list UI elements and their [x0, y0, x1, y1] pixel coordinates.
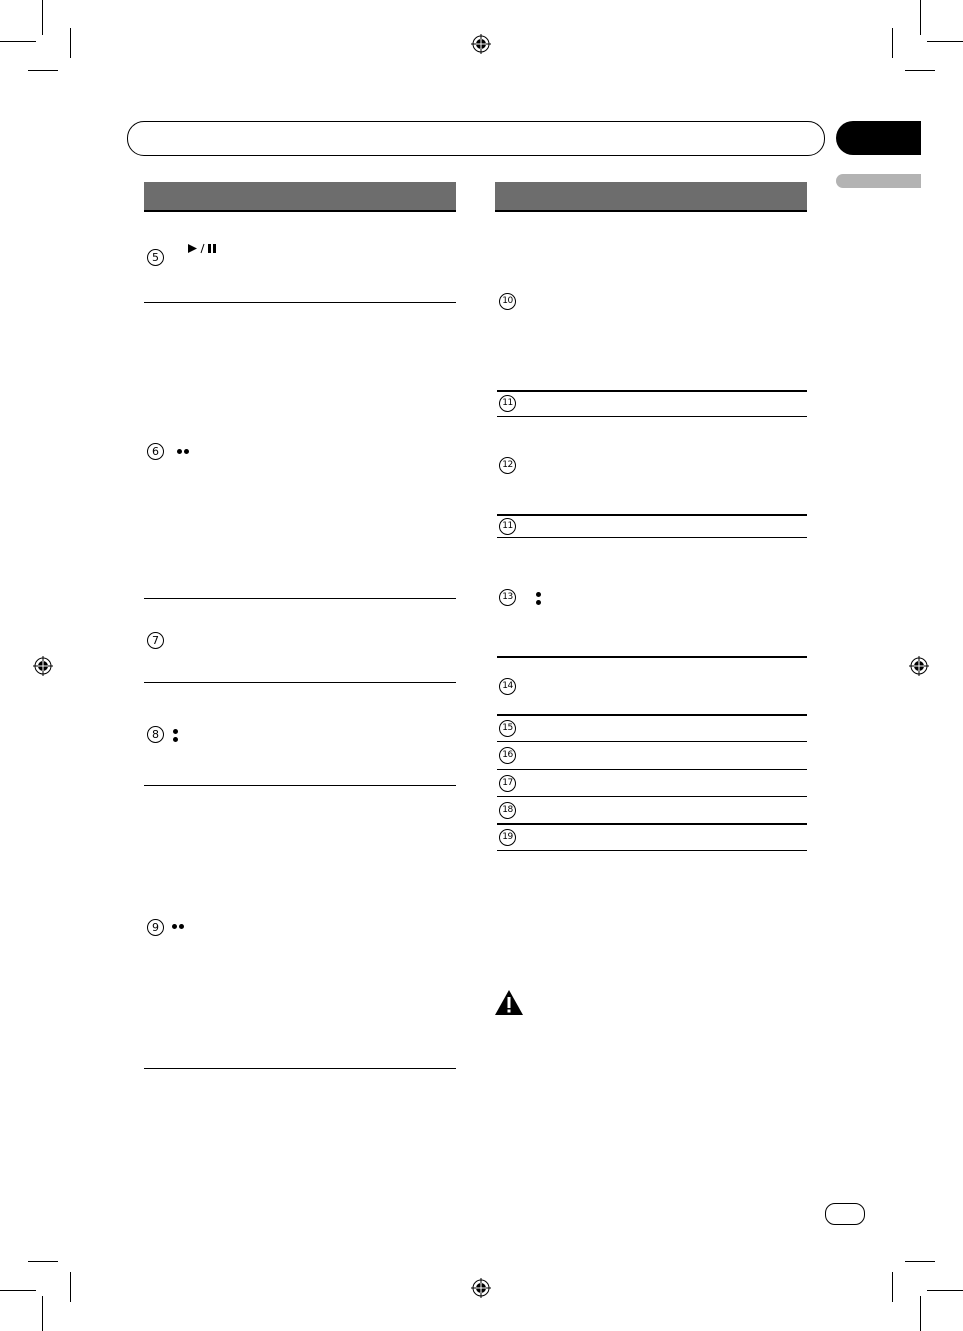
item-number: 13 — [499, 589, 516, 606]
row-divider — [497, 823, 807, 825]
left-column-header — [144, 182, 456, 212]
chapter-tab — [836, 121, 921, 155]
row-divider — [144, 598, 456, 599]
row-divider — [497, 850, 807, 851]
item-number: 9 — [147, 919, 164, 936]
registration-mark-icon — [909, 656, 929, 676]
row-divider — [497, 514, 807, 516]
item-number: 5 — [147, 249, 164, 266]
crop-mark-icon — [42, 1296, 43, 1331]
row-divider — [144, 785, 456, 786]
crop-mark-icon — [892, 28, 893, 58]
single-dot-icon — [536, 600, 541, 605]
crop-mark-icon — [927, 1290, 963, 1291]
page-badge — [825, 1203, 865, 1225]
item-number: 11 — [499, 395, 516, 412]
crop-mark-icon — [42, 0, 43, 35]
item-number: 14 — [499, 678, 516, 695]
crop-mark-icon — [892, 1272, 893, 1302]
title-bar — [127, 121, 825, 156]
row-divider — [497, 796, 807, 797]
crop-mark-icon — [920, 0, 921, 35]
item-number: 16 — [499, 747, 516, 764]
single-dot-icon — [173, 737, 178, 742]
item-number: 18 — [499, 802, 516, 819]
double-dot-icon — [177, 449, 182, 454]
crop-mark-icon — [0, 1290, 36, 1291]
row-divider — [497, 769, 807, 770]
row-divider — [497, 656, 807, 658]
item-number: 7 — [147, 632, 164, 649]
item-number: 12 — [499, 457, 516, 474]
item-number: 8 — [147, 726, 164, 743]
item-number: 10 — [499, 293, 516, 310]
double-dot-icon — [172, 924, 177, 929]
crop-mark-icon — [905, 1261, 935, 1262]
registration-mark-icon — [33, 656, 53, 676]
row-divider — [497, 537, 807, 538]
warning-triangle-icon — [494, 989, 524, 1016]
row-divider — [497, 741, 807, 742]
single-dot-icon — [536, 592, 541, 597]
row-divider — [144, 682, 456, 683]
item-number: 17 — [499, 775, 516, 792]
item-number: 6 — [147, 443, 164, 460]
right-column-header — [495, 182, 807, 212]
crop-mark-icon — [28, 70, 58, 71]
double-dot-icon — [184, 449, 189, 454]
play-pause-icon — [186, 243, 222, 254]
row-divider — [497, 390, 807, 392]
crop-mark-icon — [70, 28, 71, 58]
double-dot-icon — [179, 924, 184, 929]
item-number: 15 — [499, 720, 516, 737]
crop-mark-icon — [905, 70, 935, 71]
item-number: 11 — [499, 518, 516, 535]
row-divider — [144, 1068, 456, 1069]
registration-mark-icon — [471, 1278, 491, 1298]
crop-mark-icon — [0, 41, 36, 42]
crop-mark-icon — [920, 1296, 921, 1331]
row-divider — [497, 714, 807, 716]
registration-mark-icon — [471, 34, 491, 54]
crop-mark-icon — [70, 1272, 71, 1302]
item-number: 19 — [499, 829, 516, 846]
language-tab — [836, 174, 921, 188]
row-divider — [497, 416, 807, 417]
crop-mark-icon — [927, 41, 963, 42]
single-dot-icon — [173, 729, 178, 734]
row-divider — [144, 302, 456, 303]
crop-mark-icon — [28, 1261, 58, 1262]
